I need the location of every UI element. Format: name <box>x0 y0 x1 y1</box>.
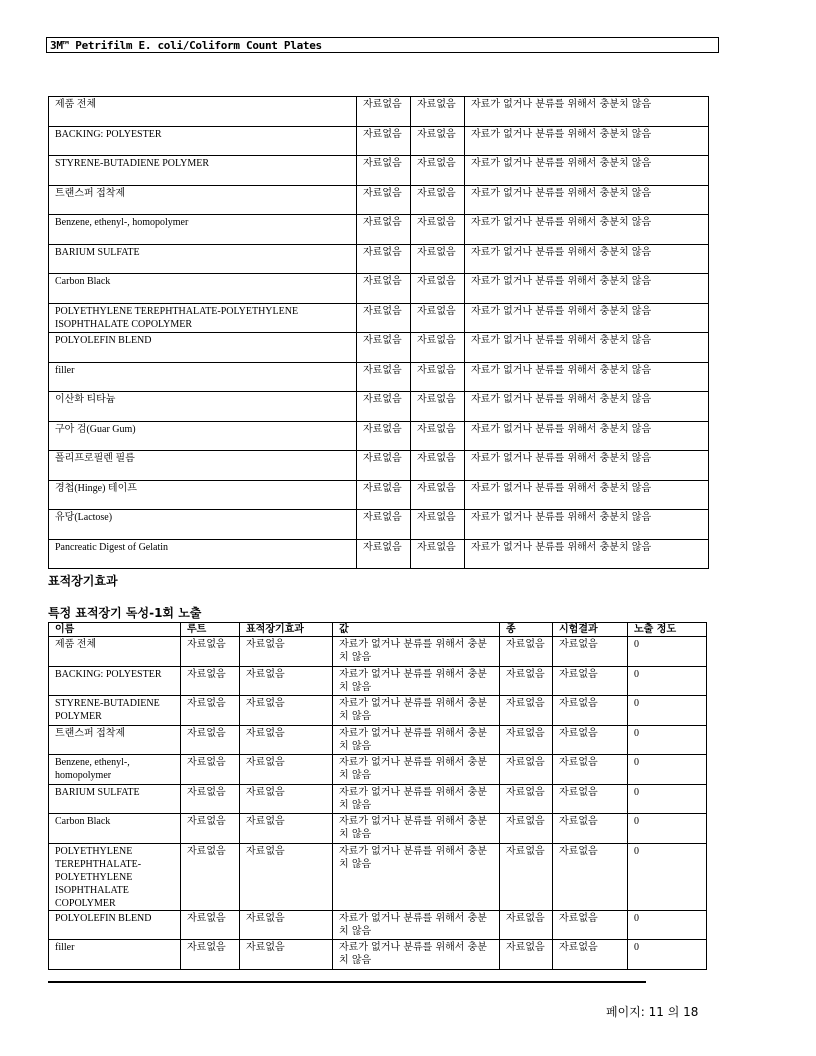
table-header-row <box>49 623 707 637</box>
value-cell: 자료가 없거나 분류를 위해서 충분치 않음 <box>333 725 500 755</box>
substance-name: 트랜스퍼 접착제 <box>49 725 181 755</box>
table-row <box>49 755 707 785</box>
result-cell: 자료없음 <box>553 814 628 844</box>
classification-note: 자료가 없거나 분류를 위해서 충분치 않음 <box>465 333 709 363</box>
route-cell: 자료없음 <box>181 784 240 814</box>
organ-cell: 자료없음 <box>240 940 333 970</box>
substance-name: 이산화 티타늄 <box>49 392 357 422</box>
classification-note: 자료가 없거나 분류를 위해서 충분치 않음 <box>465 244 709 274</box>
substance-name: STYRENE-BUTADIENE POLYMER <box>49 696 181 726</box>
route-cell: 자료없음 <box>181 755 240 785</box>
substance-name: Carbon Black <box>49 814 181 844</box>
section-title: 표적장기효과 <box>48 574 118 588</box>
table-row <box>49 725 707 755</box>
header-name: 이름 <box>49 623 181 637</box>
value-cell: 자료없음 <box>411 185 465 215</box>
value-cell: 자료없음 <box>357 539 411 569</box>
table-row <box>49 814 707 844</box>
table-row <box>49 480 709 510</box>
table-row <box>49 244 709 274</box>
classification-note: 자료가 없거나 분류를 위해서 충분치 않음 <box>465 539 709 569</box>
table-row <box>49 910 707 940</box>
value-cell: 자료없음 <box>411 274 465 304</box>
classification-note: 자료가 없거나 분류를 위해서 충분치 않음 <box>465 480 709 510</box>
result-cell: 자료없음 <box>553 696 628 726</box>
table-row <box>49 940 707 970</box>
organ-cell: 자료없음 <box>240 755 333 785</box>
table-row <box>49 843 707 910</box>
species-cell: 자료없음 <box>500 725 553 755</box>
classification-note: 자료가 없거나 분류를 위해서 충분치 않음 <box>465 126 709 156</box>
value-cell: 자료없음 <box>411 480 465 510</box>
exposure-cell: 0 <box>628 814 707 844</box>
header-result: 시험결과 <box>553 623 628 637</box>
exposure-cell: 0 <box>628 637 707 667</box>
route-cell: 자료없음 <box>181 637 240 667</box>
substance-name: BACKING: POLYESTER <box>49 126 357 156</box>
value-cell: 자료없음 <box>411 362 465 392</box>
table-row <box>49 333 709 363</box>
classification-note: 자료가 없거나 분류를 위해서 충분치 않음 <box>465 392 709 422</box>
result-cell: 자료없음 <box>553 940 628 970</box>
classification-table <box>48 96 709 569</box>
substance-name: POLYOLEFIN BLEND <box>49 910 181 940</box>
substance-name: 경첩(Hinge) 테이프 <box>49 480 357 510</box>
organ-cell: 자료없음 <box>240 910 333 940</box>
organ-cell: 자료없음 <box>240 666 333 696</box>
substance-name: Carbon Black <box>49 274 357 304</box>
value-cell: 자료없음 <box>357 244 411 274</box>
table-row <box>49 126 709 156</box>
value-cell: 자료없음 <box>411 156 465 186</box>
value-cell: 자료없음 <box>357 480 411 510</box>
route-cell: 자료없음 <box>181 725 240 755</box>
value-cell: 자료없음 <box>411 392 465 422</box>
value-cell: 자료가 없거나 분류를 위해서 충분치 않음 <box>333 755 500 785</box>
header-route: 루트 <box>181 623 240 637</box>
value-cell: 자료가 없거나 분류를 위해서 충분치 않음 <box>333 814 500 844</box>
classification-note: 자료가 없거나 분류를 위해서 충분치 않음 <box>465 156 709 186</box>
header-value: 값 <box>333 623 500 637</box>
value-cell: 자료가 없거나 분류를 위해서 충분치 않음 <box>333 940 500 970</box>
value-cell: 자료없음 <box>411 303 465 333</box>
value-cell: 자료가 없거나 분류를 위해서 충분치 않음 <box>333 637 500 667</box>
value-cell: 자료없음 <box>357 215 411 245</box>
route-cell: 자료없음 <box>181 940 240 970</box>
document-title: 3M™ Petrifilm E. coli/Coliform Count Plates <box>50 39 322 52</box>
table-row <box>49 215 709 245</box>
value-cell: 자료없음 <box>411 539 465 569</box>
substance-name: 트랜스퍼 접착제 <box>49 185 357 215</box>
substance-name: Pancreatic Digest of Gelatin <box>49 539 357 569</box>
species-cell: 자료없음 <box>500 843 553 910</box>
table-row <box>49 274 709 304</box>
substance-name: POLYETHYLENE TEREPHTHALATE-POLYETHYLENE ISOPHTHALATE COPOLYMER <box>49 303 357 333</box>
value-cell: 자료없음 <box>411 97 465 127</box>
header-exposure: 노출 정도 <box>628 623 707 637</box>
value-cell: 자료없음 <box>357 156 411 186</box>
species-cell: 자료없음 <box>500 637 553 667</box>
table-row <box>49 362 709 392</box>
section-subtitle: 특정 표적장기 독성-1회 노출 <box>48 606 202 620</box>
substance-name: Benzene, ethenyl-, homopolymer <box>49 215 357 245</box>
classification-table-body <box>49 97 709 569</box>
exposure-cell: 0 <box>628 755 707 785</box>
value-cell: 자료가 없거나 분류를 위해서 충분치 않음 <box>333 666 500 696</box>
result-cell: 자료없음 <box>553 666 628 696</box>
table-row <box>49 392 709 422</box>
organ-cell: 자료없음 <box>240 725 333 755</box>
header-species: 종 <box>500 623 553 637</box>
table-row <box>49 156 709 186</box>
classification-note: 자료가 없거나 분류를 위해서 충분치 않음 <box>465 421 709 451</box>
species-cell: 자료없음 <box>500 666 553 696</box>
substance-name: POLYETHYLENE TEREPHTHALATE-POLYETHYLENE ISOPHTHALATE COPOLYMER <box>49 843 181 910</box>
result-cell: 자료없음 <box>553 910 628 940</box>
value-cell: 자료가 없거나 분류를 위해서 충분치 않음 <box>333 843 500 910</box>
exposure-cell: 0 <box>628 666 707 696</box>
table-row <box>49 666 707 696</box>
route-cell: 자료없음 <box>181 843 240 910</box>
page-number: 페이지: 11 의 18 <box>606 1005 699 1019</box>
classification-note: 자료가 없거나 분류를 위해서 충분치 않음 <box>465 451 709 481</box>
value-cell: 자료없음 <box>411 333 465 363</box>
organ-cell: 자료없음 <box>240 696 333 726</box>
stot-table-body <box>49 637 707 970</box>
substance-name: 제품 전체 <box>49 97 357 127</box>
result-cell: 자료없음 <box>553 843 628 910</box>
substance-name: 유당(Lactose) <box>49 510 357 540</box>
value-cell: 자료없음 <box>411 510 465 540</box>
substance-name: filler <box>49 362 357 392</box>
route-cell: 자료없음 <box>181 696 240 726</box>
table-row <box>49 451 709 481</box>
substance-name: Benzene, ethenyl-, homopolymer <box>49 755 181 785</box>
classification-note: 자료가 없거나 분류를 위해서 충분치 않음 <box>465 362 709 392</box>
value-cell: 자료없음 <box>411 244 465 274</box>
substance-name: BARIUM SULFATE <box>49 244 357 274</box>
table-row <box>49 696 707 726</box>
exposure-cell: 0 <box>628 696 707 726</box>
classification-note: 자료가 없거나 분류를 위해서 충분치 않음 <box>465 510 709 540</box>
table-row <box>49 421 709 451</box>
organ-cell: 자료없음 <box>240 637 333 667</box>
classification-note: 자료가 없거나 분류를 위해서 충분치 않음 <box>465 303 709 333</box>
value-cell: 자료없음 <box>411 126 465 156</box>
substance-name: POLYOLEFIN BLEND <box>49 333 357 363</box>
species-cell: 자료없음 <box>500 940 553 970</box>
species-cell: 자료없음 <box>500 755 553 785</box>
value-cell: 자료없음 <box>357 185 411 215</box>
value-cell: 자료가 없거나 분류를 위해서 충분치 않음 <box>333 784 500 814</box>
substance-name: BACKING: POLYESTER <box>49 666 181 696</box>
value-cell: 자료없음 <box>411 451 465 481</box>
value-cell: 자료없음 <box>357 333 411 363</box>
table-row <box>49 97 709 127</box>
value-cell: 자료없음 <box>357 126 411 156</box>
route-cell: 자료없음 <box>181 814 240 844</box>
classification-note: 자료가 없거나 분류를 위해서 충분치 않음 <box>465 185 709 215</box>
organ-cell: 자료없음 <box>240 784 333 814</box>
exposure-cell: 0 <box>628 910 707 940</box>
stot-single-exposure-table <box>48 622 707 970</box>
value-cell: 자료없음 <box>357 362 411 392</box>
value-cell: 자료없음 <box>357 97 411 127</box>
species-cell: 자료없음 <box>500 696 553 726</box>
result-cell: 자료없음 <box>553 637 628 667</box>
header-organ: 표적장기효과 <box>240 623 333 637</box>
substance-name: STYRENE-BUTADIENE POLYMER <box>49 156 357 186</box>
value-cell: 자료없음 <box>411 421 465 451</box>
organ-cell: 자료없음 <box>240 843 333 910</box>
table-row <box>49 637 707 667</box>
classification-note: 자료가 없거나 분류를 위해서 충분치 않음 <box>465 274 709 304</box>
value-cell: 자료없음 <box>357 303 411 333</box>
organ-cell: 자료없음 <box>240 814 333 844</box>
value-cell: 자료없음 <box>357 392 411 422</box>
result-cell: 자료없음 <box>553 755 628 785</box>
exposure-cell: 0 <box>628 725 707 755</box>
classification-note: 자료가 없거나 분류를 위해서 충분치 않음 <box>465 215 709 245</box>
species-cell: 자료없음 <box>500 814 553 844</box>
table-row <box>49 539 709 569</box>
substance-name: 구아 검(Guar Gum) <box>49 421 357 451</box>
substance-name: BARIUM SULFATE <box>49 784 181 814</box>
exposure-cell: 0 <box>628 940 707 970</box>
exposure-cell: 0 <box>628 784 707 814</box>
table-row <box>49 185 709 215</box>
value-cell: 자료가 없거나 분류를 위해서 충분치 않음 <box>333 696 500 726</box>
value-cell: 자료없음 <box>357 451 411 481</box>
species-cell: 자료없음 <box>500 910 553 940</box>
value-cell: 자료없음 <box>357 421 411 451</box>
classification-note: 자료가 없거나 분류를 위해서 충분치 않음 <box>465 97 709 127</box>
route-cell: 자료없음 <box>181 910 240 940</box>
document-header <box>46 37 719 53</box>
substance-name: 제품 전체 <box>49 637 181 667</box>
table-row <box>49 784 707 814</box>
species-cell: 자료없음 <box>500 784 553 814</box>
value-cell: 자료없음 <box>357 510 411 540</box>
value-cell: 자료없음 <box>411 215 465 245</box>
substance-name: 폴리프로필렌 필름 <box>49 451 357 481</box>
table-row <box>49 303 709 333</box>
footer-divider <box>48 981 646 983</box>
substance-name: filler <box>49 940 181 970</box>
table-row <box>49 510 709 540</box>
result-cell: 자료없음 <box>553 784 628 814</box>
exposure-cell: 0 <box>628 843 707 910</box>
route-cell: 자료없음 <box>181 666 240 696</box>
result-cell: 자료없음 <box>553 725 628 755</box>
value-cell: 자료없음 <box>357 274 411 304</box>
value-cell: 자료가 없거나 분류를 위해서 충분치 않음 <box>333 910 500 940</box>
